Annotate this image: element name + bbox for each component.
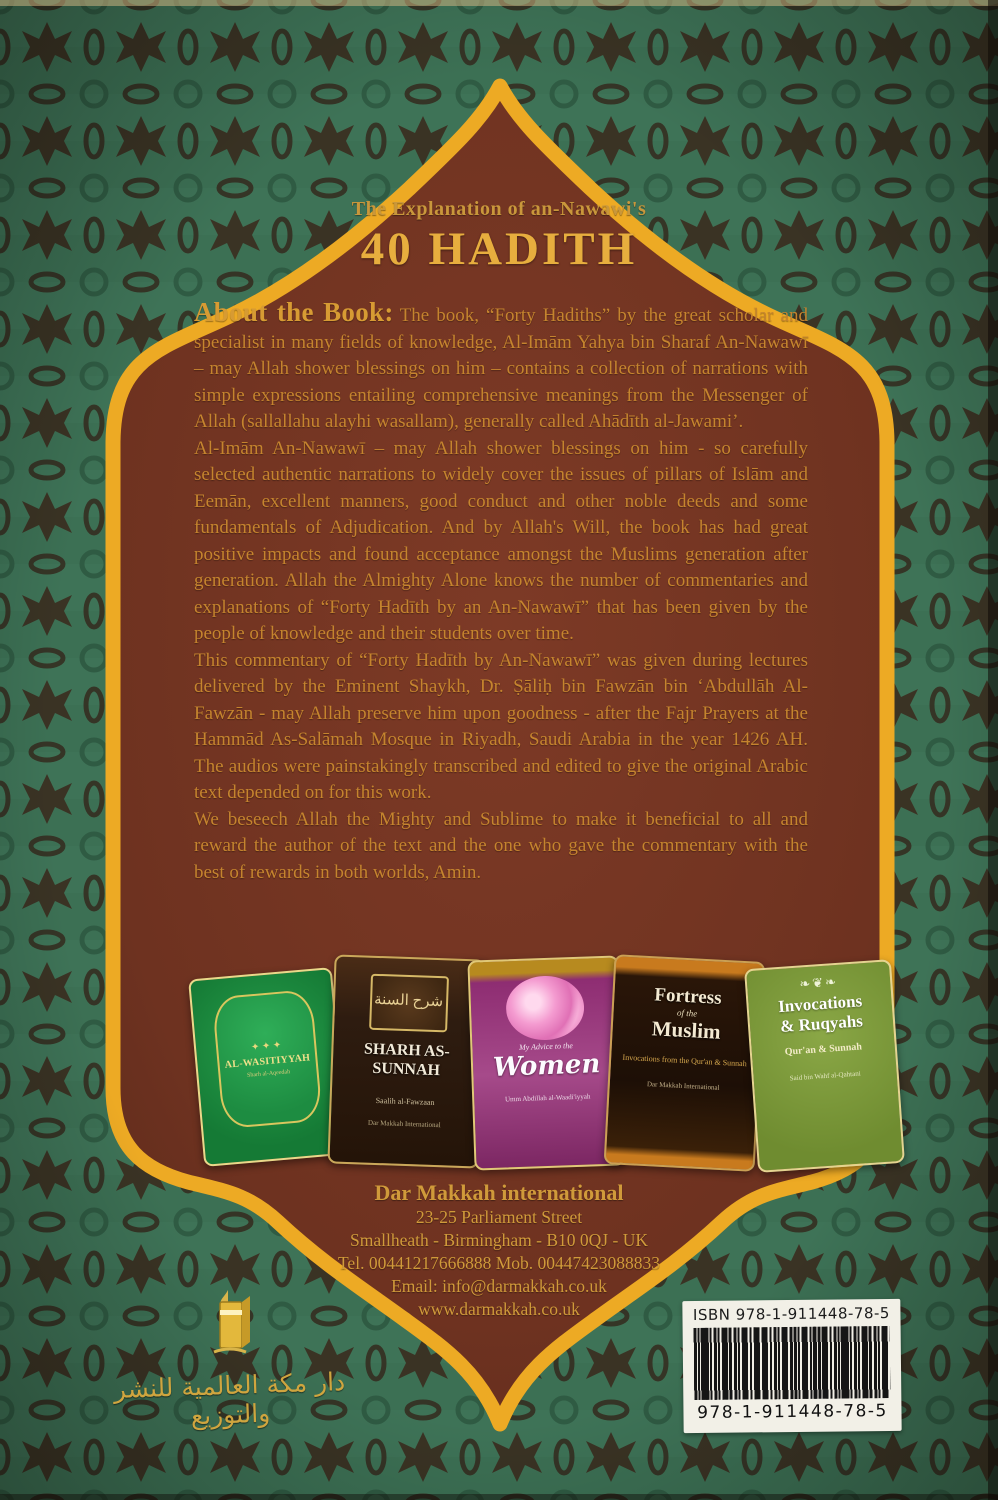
about-paragraph-3: This commentary of “Forty Hadīth by An-Nawawī” was given during lectures delivered by the Eminent Shaykh, Dr. Ṣāliḥ bin Fawzān bin ‘Abdullāh Al-Fawzān - may Allah preserve him upon goodness - after the Fajr Prayers at the Hammād As-Salāmah Mosque in Riyadh, Saudi Arabia in the year 1426 AH. The audios were painstakingly transcribed and edited to give the original Arabic text depended on for this work. [194,649,808,803]
thumbnail-al-wasitiyyah [188,967,348,1167]
cover-bottom-edge [0,1494,998,1500]
thumbnail-title: SHARH AS-SUNNAH [363,1040,451,1080]
thumbnail-footer: Dar Makkah International [367,1118,441,1130]
thumbnail-subtitle: Sharh al-Aqeedah [246,1068,291,1079]
thumbnail-sharh-as-sunnah [327,954,485,1168]
publisher-logo [75,1288,385,1429]
about-paragraph-2: Al-Imām An-Nawawī – may Allah shower blessings on him - so carefully selected authentic narrations to widely cover the issues of pillars of Islām and Eemān, excellent manners, good conduct and other noble deeds and some fundamentals of Adjudication. And by Allah's Will, the book has had great positive impacts and found acceptance amongst the Muslims generation after generation. Allah the Almighty Alone knows the number of commentaries and explanations of “Forty Hadīth by an An-Nawawī” that has been given by the people of knowledge and their students over time. [194,437,808,644]
thumbnail-title: & Ruqyahs [779,1011,864,1036]
thumbnail-title: AL-WASITIYYAH [224,1051,311,1071]
thumbnail-women [467,955,625,1170]
about-paragraph-1 [194,299,808,436]
thumbnail-footer: Said bin Wahf al-Qahtani [789,1069,861,1083]
isbn-label: ISBN 978-1-911448-78-5 [692,1303,891,1325]
series-line: The Explanation of an-Nawawi's [351,198,647,220]
about-heading: About the Book: [194,297,394,327]
flower-icon [504,975,584,1042]
about-the-book-text [194,299,808,886]
related-books-row [190,956,864,1178]
publisher-name: Dar Makkah international [374,1180,624,1205]
thumbnail-title-small: of the [676,1007,698,1019]
isbn-number: 978-1-911448-78-5 [697,1400,888,1423]
thumbnail-invocations-and-ruqyahs [744,959,905,1173]
about-paragraph-4: We beseech Allah the Mighty and Sublime to make it beneficial to all and reward the author of the text and the one who gave the commentary with the best of rewards in both worlds, Amin. [194,808,808,883]
book-title: 40 HADITH [360,223,638,275]
publisher-street: 23-25 Parliament Street [415,1207,583,1227]
publisher-email: Email: info@darmakkah.co.uk [391,1276,607,1296]
thumbnail-author: Saalih al-Fawzaan [375,1095,435,1108]
thumbnail-author: Umm Abdillah al-Waadi'iyyah [504,1092,591,1104]
publisher-city: Smallheath - Birmingham - B10 0QJ - UK [350,1230,648,1250]
kaaba-logo-icon [198,1288,262,1362]
ornate-frame [212,989,323,1129]
barcode-icon [694,1326,891,1400]
thumbnail-title: Fortress [653,984,723,1009]
thumbnail-subtitle: Invocations from the Qur'an & Sunnah [622,1052,747,1069]
arabic-calligraphy-icon: شرح السنة [369,974,449,1033]
ornament-icon: ❧❦❧ [798,973,839,992]
publisher-arabic-calligraphy: دار مكة العالمية للنشر والتوزيع [113,1366,346,1431]
thumbnail-title: Muslim [651,1016,722,1044]
isbn-barcode-sticker [682,1299,901,1433]
thumbnail-title: Invocations [777,991,863,1017]
thumbnail-pretitle: My Advice to the [518,1041,573,1052]
cover-top-edge [0,0,998,6]
thumbnail-subtitle: Qur'an & Sunnah [784,1041,863,1058]
thumbnail-title: Women [492,1049,601,1083]
thumbnail-footer: Dar Makkah International [646,1080,720,1092]
thumbnail-fortress-of-the-muslim [604,954,766,1172]
publisher-phones: Tel. 00441217666888 Mob. 00447423088833 [337,1253,661,1273]
ornament-icon: ✦ ✦ ✦ [250,1039,282,1053]
publisher-website: www.darmakkah.co.uk [418,1299,580,1319]
about-paragraph-1-text: The book, “Forty Hadiths” by the great scholar and specialist in many fields of knowledge, Al-Imām Yahya bin Sharaf An-Nawawī – may Allah shower blessings on him – contains a collection of narrations with simple expressions entailing comprehensive meanings from the Messenger of Allah (sallallahu alayhi wasallam), generally called Ahādīth al-Jawami’. [194,305,808,432]
